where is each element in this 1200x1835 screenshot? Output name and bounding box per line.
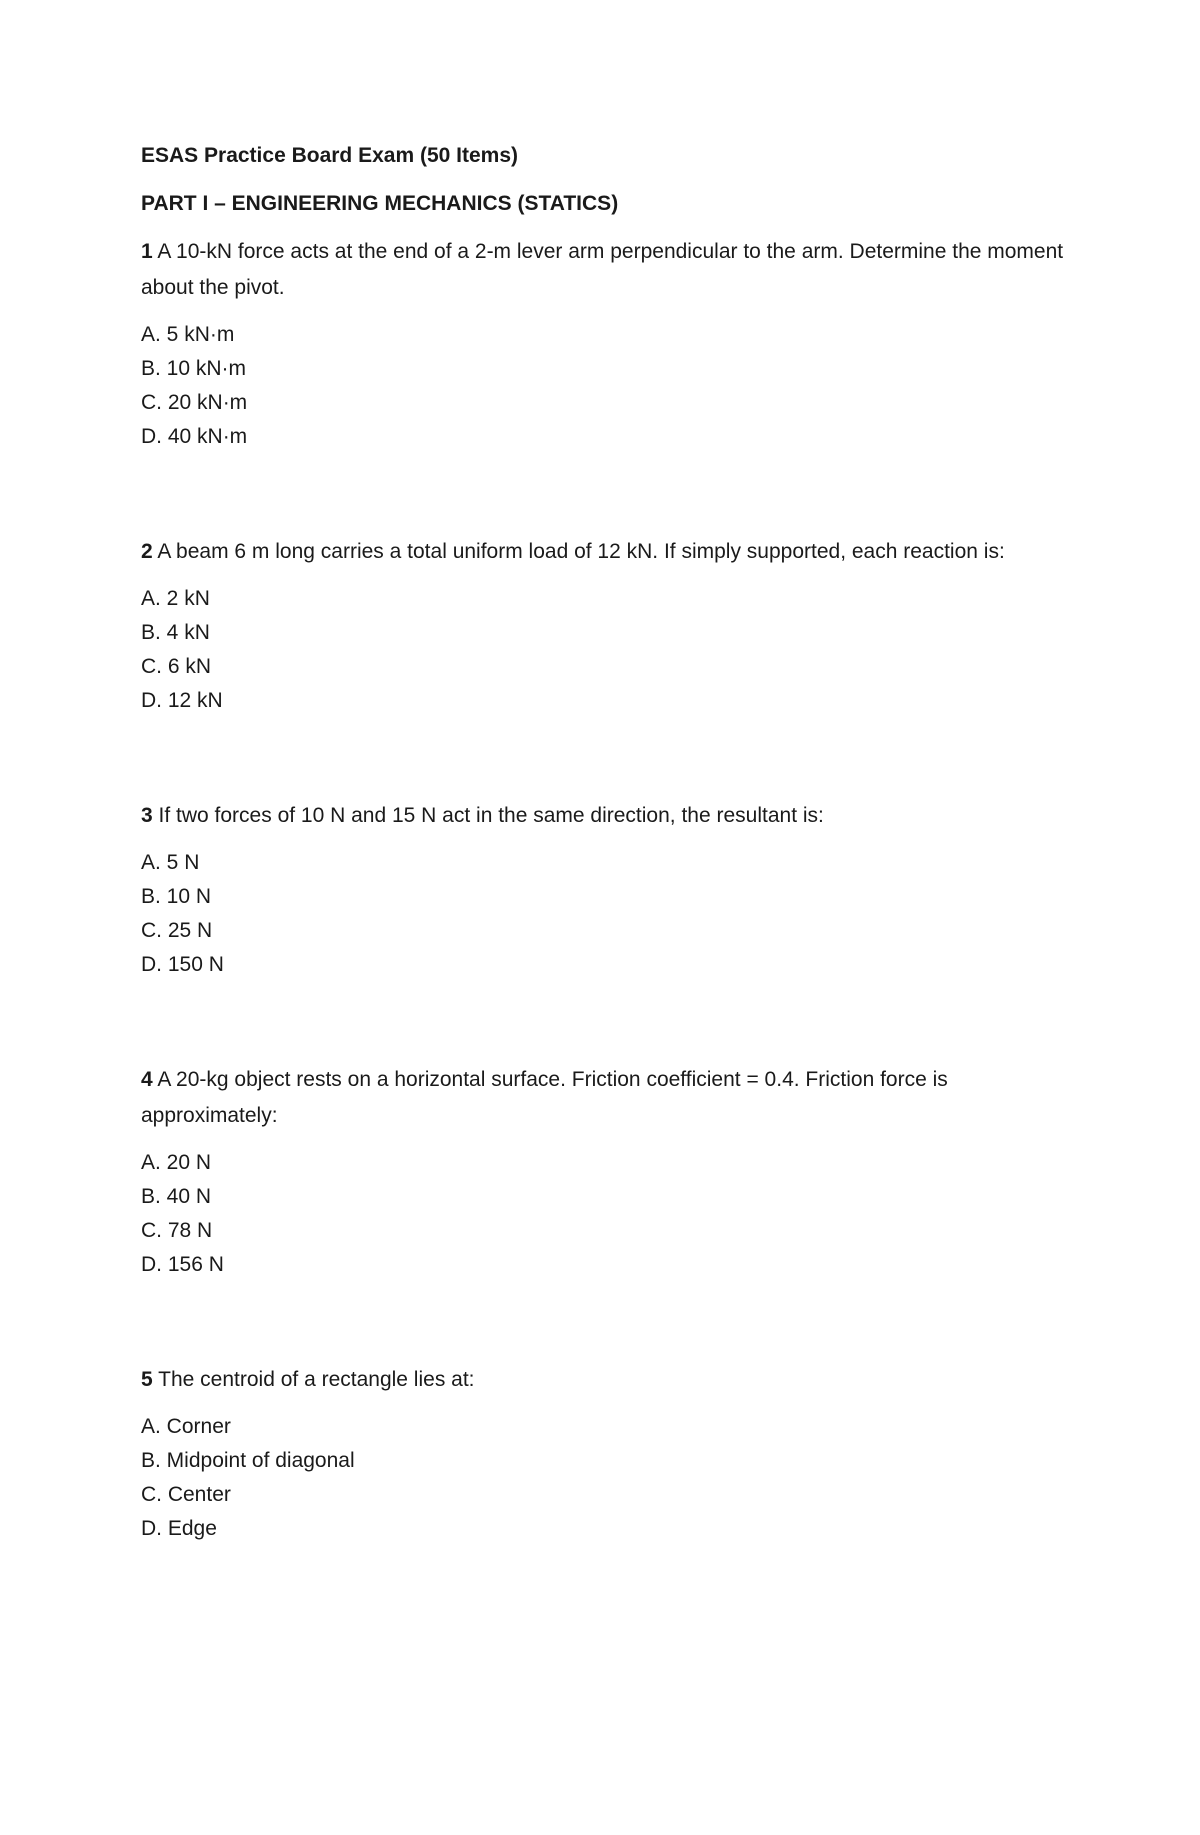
question-4 — [141, 1062, 1071, 1282]
question-spacer — [141, 454, 1071, 534]
choice-c: C. 6 kN — [141, 655, 212, 678]
document-content — [141, 138, 1071, 1546]
choice-b: B. 4 kN — [141, 621, 210, 644]
question-2 — [141, 534, 1071, 718]
question-prompt: The centroid of a rectangle lies at: — [158, 1368, 475, 1391]
choice-list — [141, 582, 1071, 718]
question-text — [141, 534, 1071, 570]
question-spacer — [141, 982, 1071, 1062]
question-number: 2 — [141, 540, 153, 563]
question-spacer — [141, 718, 1071, 798]
choice-a: A. Corner — [141, 1415, 231, 1438]
choice-d: D. 150 N — [141, 953, 224, 976]
question-number: 3 — [141, 804, 153, 827]
question-spacer — [141, 1282, 1071, 1362]
choice-list — [141, 1146, 1071, 1282]
choice-d: D. 12 kN — [141, 689, 223, 712]
question-text — [141, 1362, 1071, 1398]
question-text — [141, 234, 1071, 306]
question-prompt: If two forces of 10 N and 15 N act in the same direction, the resultant is: — [158, 804, 824, 827]
choice-d: D. 156 N — [141, 1253, 224, 1276]
question-5 — [141, 1362, 1071, 1546]
question-text — [141, 1062, 1071, 1134]
choice-c: C. 25 N — [141, 919, 213, 942]
choice-c: C. Center — [141, 1483, 231, 1506]
question-3 — [141, 798, 1071, 982]
choice-a: A. 20 N — [141, 1151, 212, 1174]
choice-b: B. 10 kN·m — [141, 357, 247, 380]
question-number: 1 — [141, 240, 153, 263]
question-prompt: A beam 6 m long carries a total uniform load of 12 kN. If simply supported, each reaction is: — [157, 540, 1005, 563]
choice-list — [141, 1410, 1071, 1546]
choice-b: B. 10 N — [141, 885, 212, 908]
part-title: PART I – ENGINEERING MECHANICS (STATICS) — [141, 192, 619, 215]
choice-a: A. 2 kN — [141, 587, 210, 610]
choice-a: A. 5 kN·m — [141, 323, 235, 346]
question-number: 4 — [141, 1068, 153, 1091]
question-number: 5 — [141, 1368, 153, 1391]
question-text — [141, 798, 1071, 834]
choice-d: D. Edge — [141, 1517, 217, 1540]
question-1 — [141, 234, 1071, 454]
choice-a: A. 5 N — [141, 851, 200, 874]
choice-b: B. Midpoint of diagonal — [141, 1449, 355, 1472]
question-prompt: A 10-kN force acts at the end of a 2-m lever arm perpendicular to the arm. Determine the moment about the pivot. — [141, 240, 1064, 299]
document-title: ESAS Practice Board Exam (50 Items) — [141, 144, 518, 167]
choice-d: D. 40 kN·m — [141, 425, 248, 448]
choice-list — [141, 318, 1071, 454]
choice-list — [141, 846, 1071, 982]
choice-b: B. 40 N — [141, 1185, 212, 1208]
choice-c: C. 78 N — [141, 1219, 213, 1242]
choice-c: C. 20 kN·m — [141, 391, 248, 414]
question-prompt: A 20-kg object rests on a horizontal surface. Friction coefficient = 0.4. Friction force is approximately: — [141, 1068, 948, 1127]
